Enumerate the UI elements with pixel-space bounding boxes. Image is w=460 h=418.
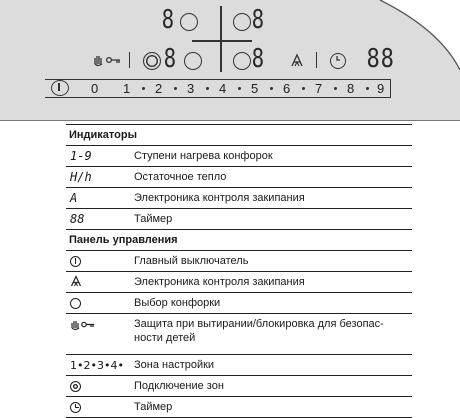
description: Таймер xyxy=(130,209,412,230)
scale-4[interactable]: 4 xyxy=(219,81,227,96)
table-row xyxy=(66,314,412,355)
table-row xyxy=(66,167,412,188)
separator xyxy=(129,52,130,68)
scale-dot xyxy=(302,87,305,90)
control-panel-illustration xyxy=(0,0,460,120)
scale-dot xyxy=(238,87,241,90)
panel-divider xyxy=(0,120,460,121)
description: Остаточное тепло xyxy=(130,167,412,188)
display-top-right: 8 xyxy=(251,5,265,35)
scale-7[interactable]: 7 xyxy=(315,81,323,96)
description: Подключение зон xyxy=(130,376,412,397)
display-mid-left: 8 xyxy=(163,44,177,74)
zone-select-mid-right[interactable] xyxy=(233,52,251,70)
scale-dot xyxy=(142,87,145,90)
description: Ступени нагрева конфорок xyxy=(130,146,412,167)
scale-6[interactable]: 6 xyxy=(283,81,291,96)
scale-0[interactable]: 0 xyxy=(91,81,99,96)
scale-dot xyxy=(270,87,273,90)
zone-divider-vertical xyxy=(220,6,222,72)
zone-select-top-left[interactable] xyxy=(180,13,198,31)
boil-control-icon[interactable] xyxy=(290,53,304,67)
description: Главный выключатель xyxy=(130,251,412,272)
power-icon xyxy=(70,256,81,267)
table-row xyxy=(66,146,412,167)
description: Защита при вытирании/блокировка для безопас-ности детей xyxy=(130,314,412,355)
table-row xyxy=(66,293,412,314)
timer-icon[interactable] xyxy=(330,53,346,69)
symbol-boil-control: A xyxy=(66,188,130,209)
scale-1[interactable]: 1 xyxy=(123,81,131,96)
table-row xyxy=(66,251,412,272)
double-circle-icon xyxy=(70,381,81,392)
description: Электроника контроля закипания xyxy=(130,188,412,209)
scale-dot xyxy=(366,87,369,90)
section-header-indicators: Индикаторы xyxy=(66,125,412,146)
description: Таймер xyxy=(130,397,412,418)
zone-select-mid-left[interactable] xyxy=(184,52,202,70)
table-row xyxy=(66,376,412,397)
display-top-left: 8 xyxy=(161,5,175,35)
symbol-setting-zone: 1•2•3•4• xyxy=(66,355,130,376)
scale-dot xyxy=(334,87,337,90)
scale-2[interactable]: 2 xyxy=(155,81,163,96)
table-row xyxy=(66,272,412,293)
table-row xyxy=(66,188,412,209)
description: Зона настройки xyxy=(130,355,412,376)
zone-divider-horizontal xyxy=(192,40,252,42)
section-header-controls: Панель управления xyxy=(66,230,412,251)
display-mid-right: 8 xyxy=(251,44,265,74)
hand-key-icon xyxy=(70,318,96,331)
table-row xyxy=(66,355,412,376)
hand-key-icon[interactable] xyxy=(92,52,122,68)
symbol-timer-display: 88 xyxy=(66,209,130,230)
double-circle-icon[interactable] xyxy=(143,52,161,70)
boil-control-icon xyxy=(70,275,82,287)
power-icon[interactable] xyxy=(51,80,69,96)
scale-9[interactable]: 9 xyxy=(377,81,385,96)
scale-5[interactable]: 5 xyxy=(251,81,259,96)
legend-table xyxy=(66,124,412,418)
description: Электроника контроля закипания xyxy=(130,272,412,293)
zone-select-top-right[interactable] xyxy=(233,13,251,31)
table-row xyxy=(66,209,412,230)
symbol-residual-heat: H/h xyxy=(66,167,130,188)
timer-icon xyxy=(70,402,81,413)
circle-icon xyxy=(70,298,81,309)
separator xyxy=(316,52,317,68)
display-timer: 88 xyxy=(366,44,395,74)
scale-dot xyxy=(174,87,177,90)
symbol-heat-levels: 1-9 xyxy=(66,146,130,167)
scale-3[interactable]: 3 xyxy=(187,81,195,96)
scale-8[interactable]: 8 xyxy=(347,81,355,96)
description: Выбор конфорки xyxy=(130,293,412,314)
scale-dot xyxy=(206,87,209,90)
